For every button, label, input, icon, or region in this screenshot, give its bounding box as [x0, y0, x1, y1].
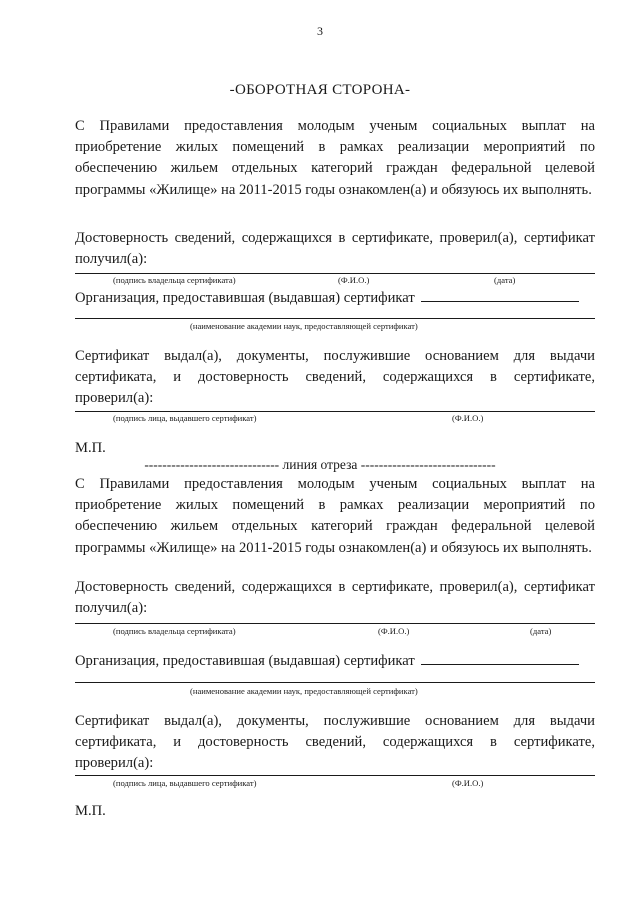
organization-name-line-copy: [75, 682, 595, 683]
owner-signature-line-copy: [75, 623, 595, 624]
issuer-statement-text: Сертификат выдал(а), документы, послужившие основанием для выдачи сертификата, и достоверность сведений, содержащихся в сертификате, проверил(а):: [75, 348, 595, 407]
issuer-signature-caption: (подпись лица, выдавшего сертификат): [113, 413, 257, 423]
organization-label-copy: Организация, предоставившая (выдавшая) сертификат: [75, 653, 415, 669]
stamp-place-label: М.П.: [75, 440, 106, 456]
verification-text-copy: Достоверность сведений, содержащихся в сертификате, проверил(а), сертификат получил(а):: [75, 579, 595, 617]
issuer-signature-line-copy: [75, 775, 595, 776]
organization-label: Организация, предоставившая (выдавшая) сертификат: [75, 290, 415, 306]
cut-line: ------------------------------ линия отреза ------------------------------: [144, 457, 496, 472]
page-number: 3: [317, 24, 323, 38]
owner-signature-line: [75, 273, 595, 274]
rules-acknowledgement-text: С Правилами предоставления молодым ученым социальных выплат на приобретение жилых помещений в рамках реализации мероприятий по обеспечению жильем отдельных категорий граждан федеральной целевой программы «Жилище» на 2011-2015 годы ознакомлен(а) и обязуюсь их выполнять.: [75, 118, 595, 198]
organization-name-line: [75, 318, 595, 319]
organization-field-copy: [75, 652, 579, 670]
issuer-statement-text-copy: Сертификат выдал(а), документы, послужившие основанием для выдачи сертификата, и достоверность сведений, содержащихся в сертификате, проверил(а):: [75, 713, 595, 772]
stamp-place-label-copy: М.П.: [75, 803, 106, 819]
owner-fio-caption: (Ф.И.О.): [338, 275, 370, 285]
owner-fio-caption-copy: (Ф.И.О.): [378, 626, 410, 636]
owner-date-caption: (дата): [494, 275, 516, 285]
verification-text: Достоверность сведений, содержащихся в сертификате, проверил(а), сертификат получил(а):: [75, 230, 595, 268]
issuer-fio-caption-copy: (Ф.И.О.): [452, 778, 484, 788]
organization-name-caption: (наименование академии наук, предоставляющей сертификат): [190, 321, 418, 331]
issuer-signature-line: [75, 411, 595, 412]
owner-signature-caption-copy: (подпись владельца сертификата): [113, 626, 236, 636]
organization-blank-copy: [421, 652, 579, 665]
rules-acknowledgement-text-copy: С Правилами предоставления молодым ученым социальных выплат на приобретение жилых помещений в рамках реализации мероприятий по обеспечению жильем отдельных категорий граждан федеральной целевой программы «Жилище» на 2011-2015 годы ознакомлен(а) и обязуюсь их выполнять.: [75, 476, 595, 556]
owner-date-caption-copy: (дата): [530, 626, 552, 636]
owner-signature-caption: (подпись владельца сертификата): [113, 275, 236, 285]
page-title: -ОБОРОТНАЯ СТОРОНА-: [229, 82, 411, 98]
organization-blank: [421, 289, 579, 302]
issuer-fio-caption: (Ф.И.О.): [452, 413, 484, 423]
organization-name-caption-copy: (наименование академии наук, предоставляющей сертификат): [190, 686, 418, 696]
issuer-signature-caption-copy: (подпись лица, выдавшего сертификат): [113, 778, 257, 788]
organization-field: [75, 289, 579, 307]
